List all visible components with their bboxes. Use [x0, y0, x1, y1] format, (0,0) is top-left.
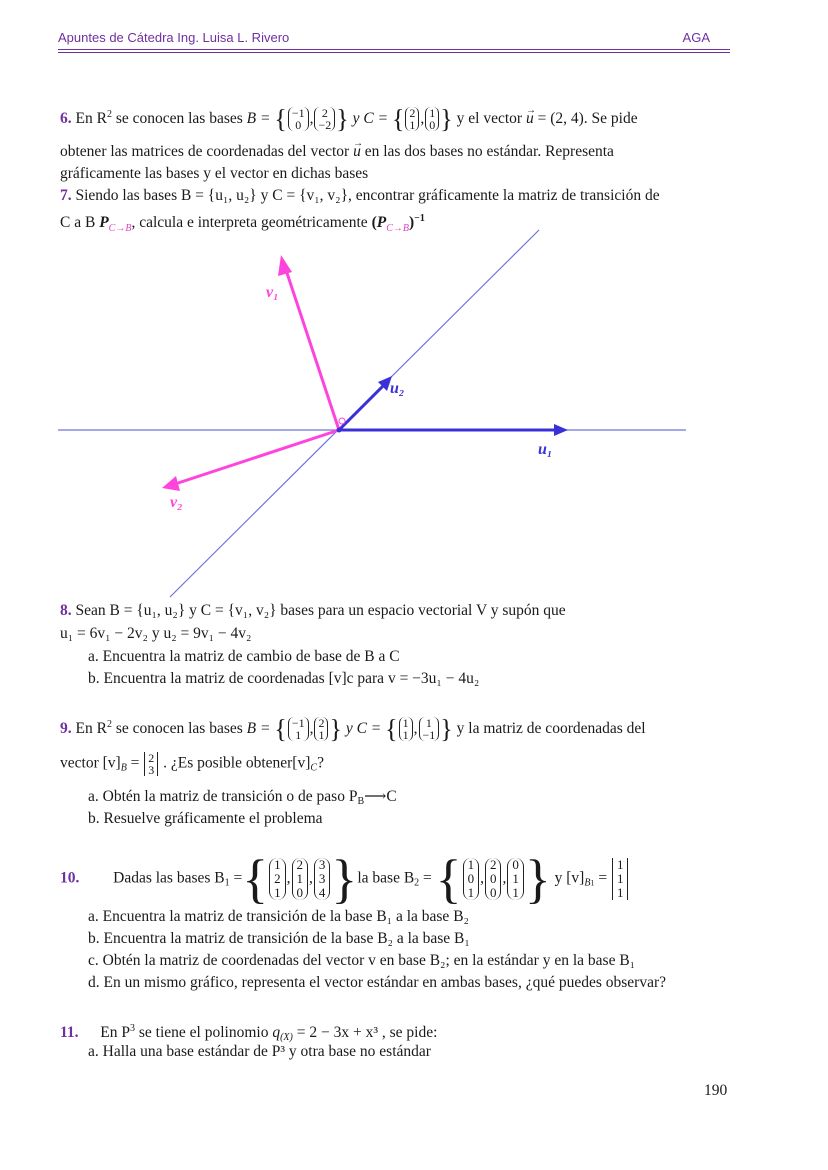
origin-point	[337, 428, 342, 433]
label-u2: u₂	[390, 380, 405, 397]
problem-8-line-1: 8. Sean B = {u₁, u₂} y C = {v₁, v₂} bases para un espacio vectorial V y supón que	[60, 602, 566, 619]
problem-9-item-b: b. Resuelve gráficamente el problema	[88, 810, 323, 827]
problem-9-item-a: a. Obtén la matriz de transición o de paso $P_B⟶C$	[88, 788, 397, 807]
basis-c-vector-1: 2 1	[405, 107, 419, 131]
problem-number: 6.	[60, 110, 72, 127]
label-u1: u₁	[538, 441, 553, 458]
basis-vectors-graph	[0, 225, 828, 605]
vector-v2-arrowhead	[162, 476, 180, 491]
vector-v1-arrowhead	[278, 255, 292, 276]
page-header	[58, 30, 730, 45]
vector-v2	[172, 430, 339, 485]
problem-10-item-d: d. En un mismo gráfico, representa el vector estándar en ambas bases, ¿qué puedes observar?	[88, 974, 667, 991]
page-number: 190	[704, 1082, 728, 1099]
problem-11-line-1: 11. En $P^3$ se tiene el polinomio $q_{(X)} = 2 - 3x + x^3$ , se pide:	[60, 1023, 438, 1043]
problem-10-item-a: a. Encuentra la matriz de transición de la base B₁ a la base B₂	[88, 908, 469, 925]
label-v1: v₁	[266, 284, 279, 301]
problem-11-item-a: a. Halla una base estándar de P³ y otra base no estándar	[88, 1043, 431, 1060]
problem-7-line-1: 7. Siendo las bases B = {u₁, u₂} y C = {v₁, v₂}, encontrar gráficamente la matriz de transición de	[60, 187, 660, 204]
header-rule	[58, 49, 730, 53]
label-v2: v₂	[170, 494, 183, 511]
vector-u2	[339, 383, 386, 430]
problem-10-line-1: 10. Dadas las bases $B_1$ ={ 1 2 1,2 1 0,3 3 4 }la base $B_2$ = { 1 0 1,2 0 0,0 1 1 } y $[v]_{B1} = 1$ 1 1	[60, 852, 629, 906]
problem-10-item-c: c. Obtén la matriz de coordenadas del vector v en base B₂; en la estándar y en la base B₁	[88, 952, 636, 969]
problem-7-line-2: C a B $P_{C\to B}$, calcula e interpreta geométricamente $(P_{C\to B})^{-1}$	[60, 213, 425, 234]
problem-6-line-3: gráficamente las bases y el vector en dichas bases	[60, 165, 369, 182]
basis-c-vector-2: 1 0	[425, 107, 439, 131]
problem-9-line-2: vector $[v]_B = 2$ 3 . ¿Es posible $obtener[v]_C$?	[60, 751, 324, 777]
coordinate-matrix-vb: 2 3	[144, 752, 158, 776]
problem-8-line-2: u₁ = 6v₁ − 2v₂ y u₂ = 9v₁ − 4v₂	[60, 625, 252, 642]
problem-8-item-b: b. Encuentra la matriz de coordenadas [v]c para v = −3u₁ − 4u₂	[88, 670, 480, 687]
basis-b-vector-1: −1 0	[288, 107, 309, 131]
vector-v1	[284, 264, 339, 430]
problem-8-item-a: a. Encuentra la matriz de cambio de base de B a C	[88, 648, 400, 665]
problem-6-line-2: obtener las matrices de coordenadas del vector → u en las dos bases no estándar. Representa	[60, 141, 730, 163]
header-title: Apuntes de Cátedra Ing. Luisa L. Rivero	[58, 30, 290, 45]
problem-10-item-b: b. Encuentra la matriz de transición de la base B₂ a la base B₁	[88, 930, 470, 947]
problem-9-line-1: 9. En $R^2$ se conocen las bases B = { −1 1 , 2 1 } y C = { 1 1 , 1 −1 } y la matriz de coordenadas del	[60, 714, 646, 744]
vector-u1-arrowhead	[554, 424, 568, 436]
basis-b-vector-2: 2 −2	[314, 107, 335, 131]
problem-6-line-1: 6. En $R^2$ se conocen las bases B = { −1 0 , 2 −2 } y C = { 2 1 , 1 0 } y el vector → u = (2, 4). Se pide	[60, 104, 638, 131]
header-course: AGA	[682, 30, 710, 45]
